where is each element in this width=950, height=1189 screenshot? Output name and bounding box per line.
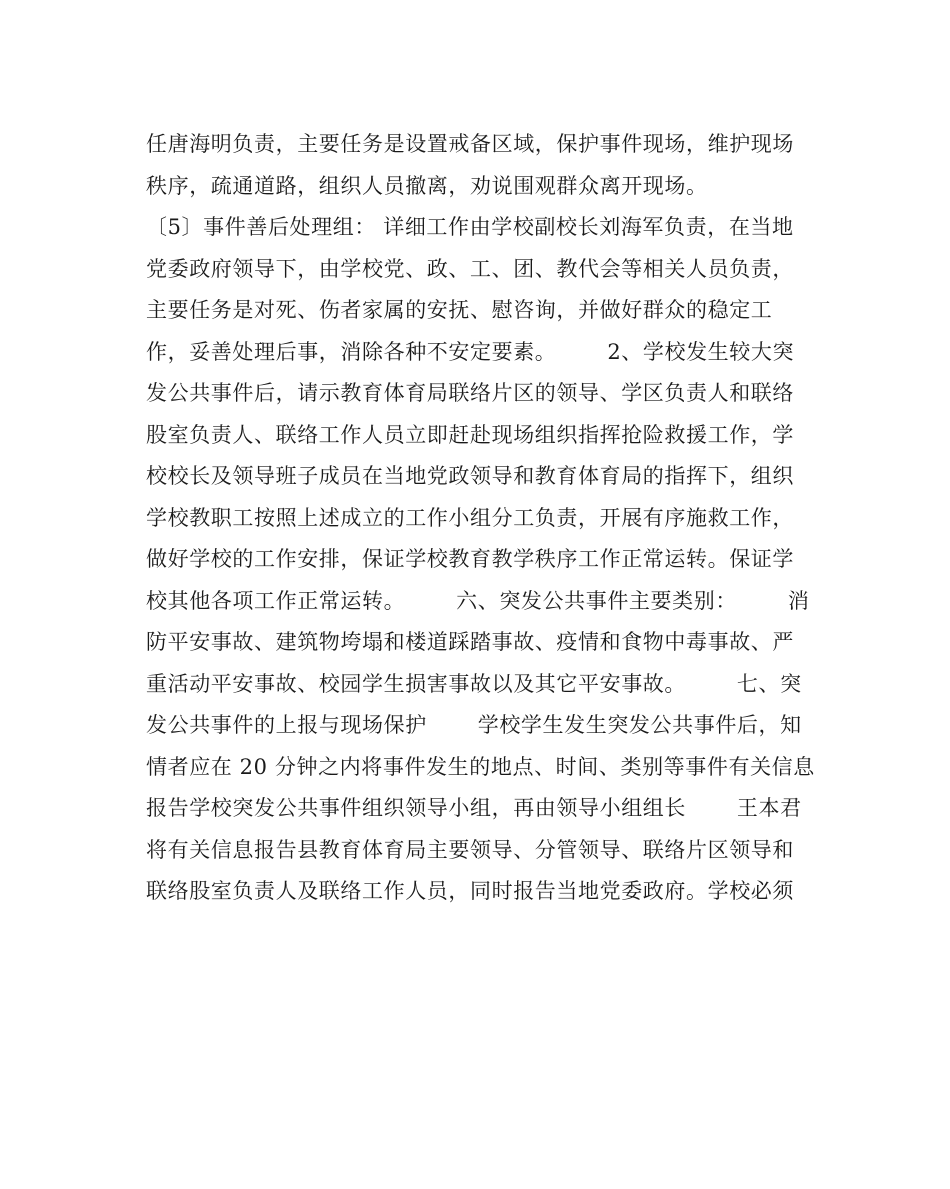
text-line: 报告学校突发公共事件组织领导小组，再由领导小组组长 王本君 — [146, 796, 802, 820]
text-line: 党委政府领导下，由学校党、政、工、团、教代会等相关人员负责， — [146, 256, 794, 281]
text-line: 〔5〕事件善后处理组： 详细工作由学校副校长刘海军负责，在当地 — [146, 215, 794, 239]
text-line: 秩序，疏通道路，组织人员撤离，劝说围观群众离开现场。 — [146, 173, 708, 198]
text-line: 学校教职工按照上述成立的工作小组分工负责，开展有序施救工作， — [146, 505, 794, 530]
text-line: 将有关信息报告县教育体育局主要领导、分管领导、联络片区领导和 — [146, 837, 794, 862]
text-line: 做好学校的工作安排，保证学校教育教学秩序工作正常运转。保证学 — [146, 547, 794, 571]
body-text — [146, 124, 816, 913]
text-line: 校校长及领导班子成员在当地党政领导和教育体育局的指挥下，组织 — [146, 464, 794, 488]
text-line: 校其他各项工作正常运转。 六、突发公共事件主要类别： 消 — [146, 588, 810, 613]
text-line: 情者应在 20 分钟之内将事件发生的地点、时间、类别等事件有关信息 — [146, 754, 815, 779]
text-line: 主要任务是对死、伤者家属的安抚、慰咨询，并做好群众的稳定工 — [146, 298, 773, 322]
text-line: 发公共事件的上报与现场保护 学校学生发生突发公共事件后，知 — [146, 713, 802, 737]
text-line: 防平安事故、建筑物垮塌和楼道踩踏事故、疫情和食物中毒事故、严 — [146, 630, 794, 654]
text-line: 股室负责人、联络工作人员立即赶赴现场组织指挥抢险救援工作，学 — [146, 422, 794, 447]
text-line: 任唐海明负责，主要任务是设置戒备区域，保护事件现场，维护现场 — [146, 132, 794, 156]
text-line: 联络股室负责人及联络工作人员，同时报告当地党委政府。学校必须 — [146, 879, 794, 903]
text-line: 作，妥善处理后事，消除各种不安定要素。 2、学校发生较大突 — [146, 339, 795, 364]
text-line: 重活动平安事故、校园学生损害事故以及其它平安事故。 七、突 — [146, 671, 802, 696]
text-line: 发公共事件后，请示教育体育局联络片区的领导、学区负责人和联络 — [146, 381, 794, 405]
